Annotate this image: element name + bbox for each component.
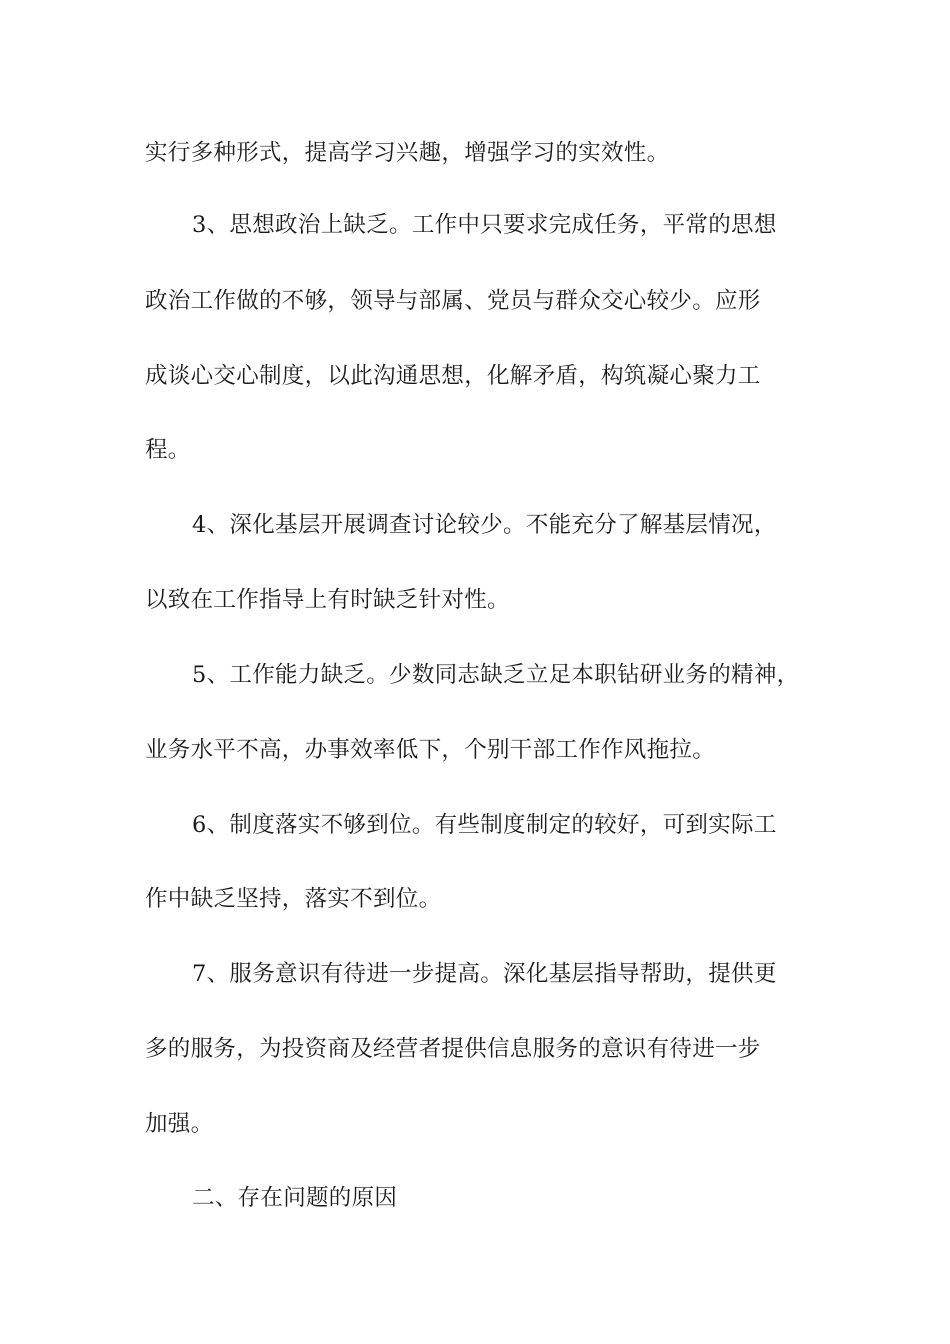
paragraph-line: 5、工作能力缺乏。少数同志缺乏立足本职钻研业务的精神， <box>192 662 800 688</box>
paragraph-line: 作中缺乏坚持，落实不到位。 <box>145 886 442 912</box>
paragraph-line: 实行多种形式，提高学习兴趣，增强学习的实效性。 <box>145 140 670 166</box>
paragraph-line: 加强。 <box>145 1111 214 1137</box>
paragraph-line: 以致在工作指导上有时缺乏针对性。 <box>145 587 510 613</box>
paragraph-line: 成谈心交心制度，以此沟通思想，化解矛盾，构筑凝心聚力工 <box>145 363 761 389</box>
section-heading: 二、存在问题的原因 <box>192 1185 398 1211</box>
paragraph-line: 3、思想政治上缺乏。工作中只要求完成任务，平常的思想 <box>192 212 777 238</box>
paragraph-line: 业务水平不高，办事效率低下，个别干部工作作风拖拉。 <box>145 737 716 763</box>
paragraph-line: 政治工作做的不够，领导与部属、党员与群众交心较少。应形 <box>145 288 761 314</box>
paragraph-line: 4、深化基层开展调查讨论较少。不能充分了解基层情况， <box>192 512 777 538</box>
paragraph-line: 多的服务，为投资商及经营者提供信息服务的意识有待进一步 <box>145 1036 761 1062</box>
paragraph-line: 7、服务意识有待进一步提高。深化基层指导帮助，提供更 <box>192 961 777 987</box>
paragraph-line: 6、制度落实不够到位。有些制度制定的较好，可到实际工 <box>192 812 777 838</box>
paragraph-line: 程。 <box>145 437 191 463</box>
